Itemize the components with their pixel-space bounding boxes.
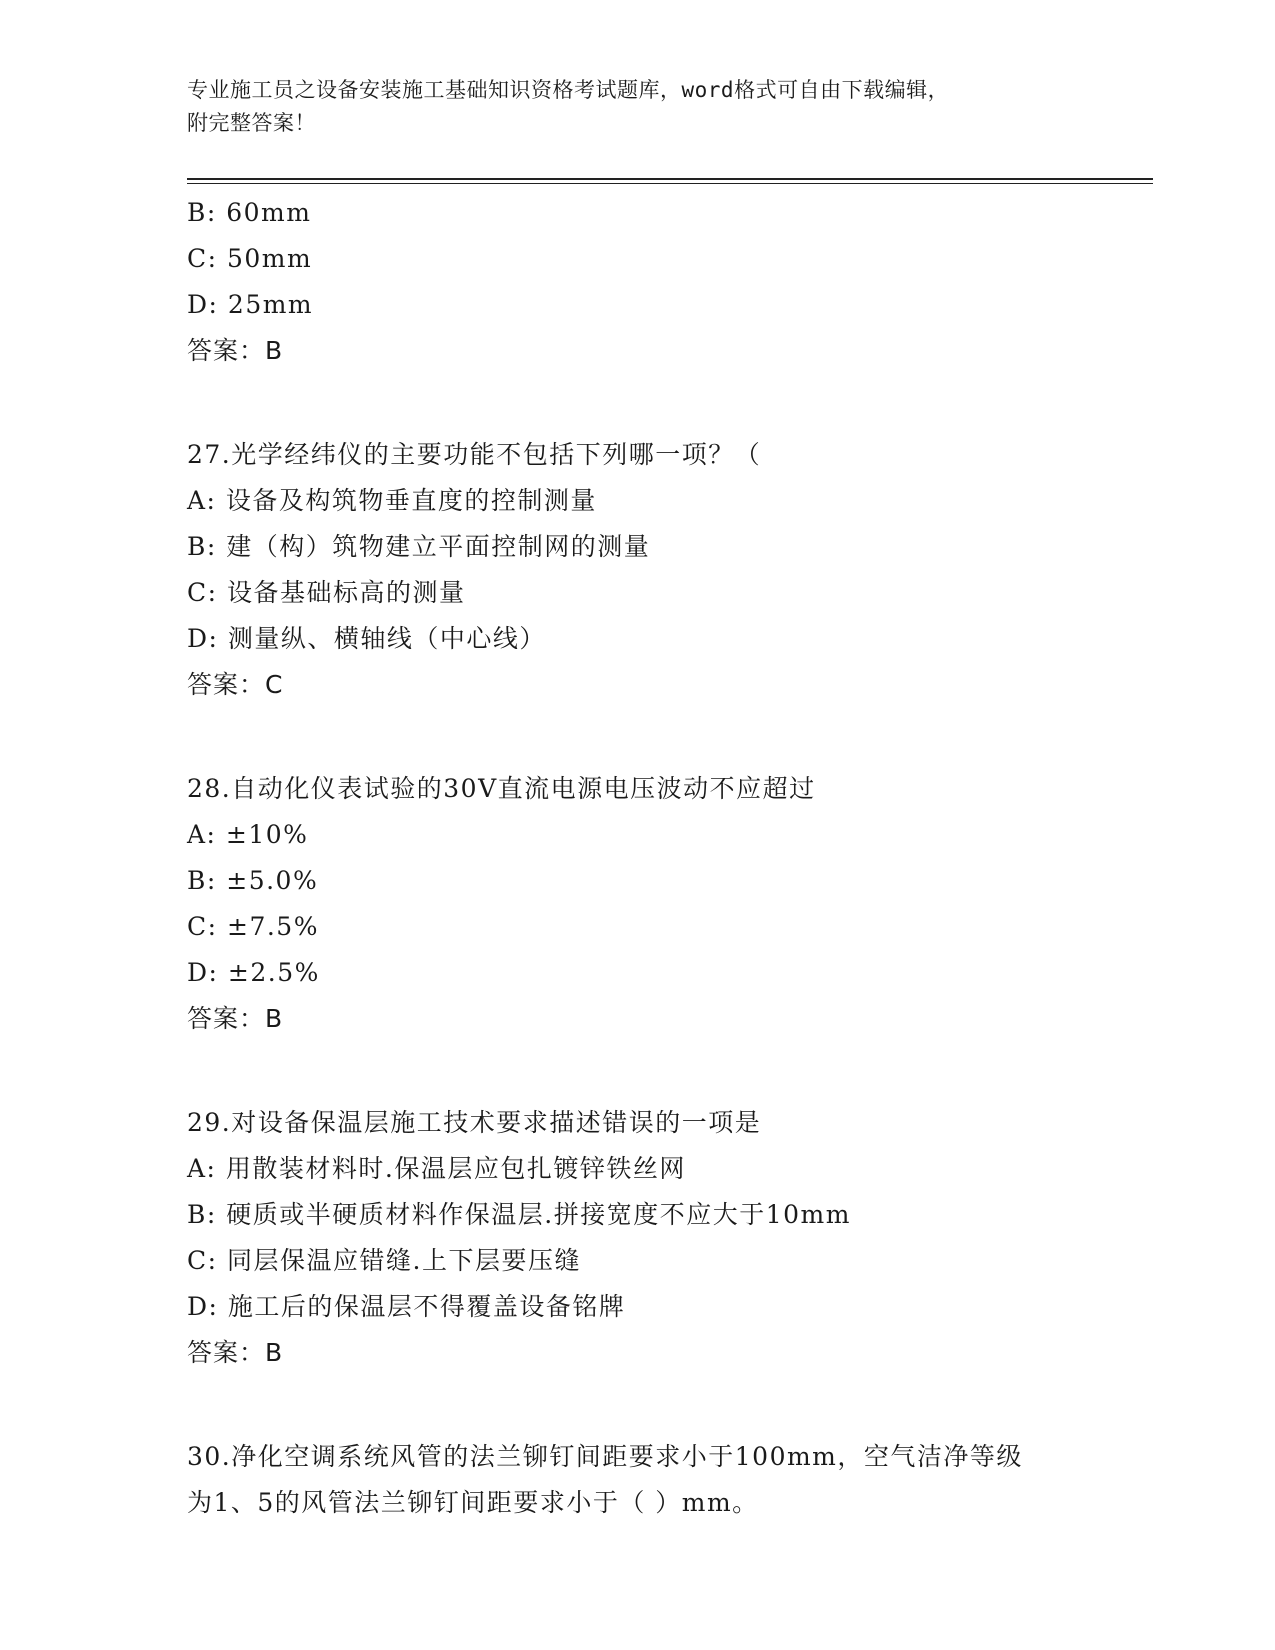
answer: 答案：B [187,336,284,365]
question-content [187,190,1153,1526]
question-stem: 27.光学经纬仪的主要功能不包括下列哪一项？（ [187,440,762,469]
header-title-line-1: 专业施工员之设备安装施工基础知识资格考试题库，word格式可自由下载编辑， [187,78,950,102]
option-d: D: 测量纵、横轴线（中心线） [187,624,546,653]
question-28 [187,766,1153,1042]
question-29 [187,1100,1153,1376]
answer: 答案：B [187,1004,284,1033]
header-rule-thin [187,183,1153,184]
question-stem-line-2: 为1、5的风管法兰铆钉间距要求小于（ ）mm。 [187,1488,759,1517]
option-c: C: 同层保温应错缝.上下层要压缝 [187,1246,581,1275]
option-a: A: 设备及构筑物垂直度的控制测量 [187,486,597,515]
option-d: D: ±2.5% [187,958,320,987]
question-stem: 28.自动化仪表试验的30V直流电源电压波动不应超过 [187,774,816,803]
option-c: C: ±7.5% [187,912,319,941]
option-d: D: 施工后的保温层不得覆盖设备铭牌 [187,1292,626,1321]
option-b: B: 硬质或半硬质材料作保温层.拼接宽度不应大于10mm [187,1200,851,1229]
spacer [187,708,1153,766]
question-27 [187,432,1153,708]
spacer [187,374,1153,432]
option-b: B: ±5.0% [187,866,319,895]
option-d: D: 25mm [187,290,314,319]
option-a: A: 用散装材料时.保温层应包扎镀锌铁丝网 [187,1154,686,1183]
option-a: A: ±10% [187,820,309,849]
question-stem: 29.对设备保温层施工技术要求描述错误的一项是 [187,1108,762,1137]
spacer [187,1376,1153,1434]
question-26-tail [187,190,1153,374]
header-rule-thick [187,178,1153,180]
option-b: B: 60mm [187,198,312,227]
spacer [187,1042,1153,1100]
option-c: C: 50mm [187,244,313,273]
question-stem-line-1: 30.净化空调系统风管的法兰铆钉间距要求小于100mm，空气洁净等级 [187,1442,1023,1471]
document-header [187,74,1067,140]
question-30 [187,1434,1153,1526]
answer: 答案：B [187,1338,284,1367]
option-b: B: 建（构）筑物建立平面控制网的测量 [187,532,651,561]
answer: 答案：C [187,670,284,699]
option-c: C: 设备基础标高的测量 [187,578,466,607]
header-title-line-2: 附完整答案！ [187,111,316,135]
